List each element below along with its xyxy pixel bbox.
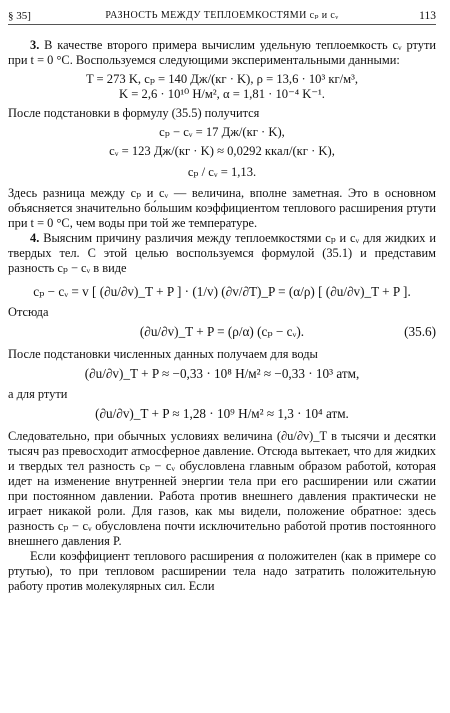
page-number: 113 [419, 10, 436, 22]
result-ratio: cₚ / cᵥ = 1,13. [187, 165, 257, 179]
result-cp-minus-cv: cₚ − cᵥ = 17 Дж/(кг · K), [159, 125, 285, 139]
example-4-number: 4. [30, 231, 40, 245]
hence-text: Отсюда [8, 305, 49, 319]
example-4-text: Выясним причину различия между теплоемкостями cₚ и cᵥ для жидких и твердых тел. С этой целью воспользуемся формулой (35.1) и представим разность cₚ − cᵥ в виде [8, 231, 436, 275]
example-4-paragraph [8, 231, 436, 276]
example-3-paragraph [8, 38, 436, 68]
mercury-intro: а для ртути [8, 387, 68, 401]
expansion-paragraph: Если коэффициент теплового расширения α положителен (как в примере со ртутью), то при тепловом расширении тела надо затратить положительную работу против молекулярных сил. Если [8, 549, 436, 593]
formula-cp-minus-cv: cₚ − cᵥ = v [ (∂u/∂v)_T + P ] · (1/v) (∂v/∂T)_P = (α/ρ) [ (∂u/∂v)_T + P ]. [33, 284, 411, 299]
example-3-number: 3. [30, 38, 40, 52]
mercury-formula: (∂u/∂v)_T + P ≈ 1,28 · 10⁹ Н/м² ≈ 1,3 · 10⁴ атм. [95, 406, 349, 421]
result-cv: cᵥ = 123 Дж/(кг · K) ≈ 0,0292 ккал/(кг · K), [109, 144, 335, 158]
equation-number: (35.6) [404, 324, 436, 339]
data-line-1: T = 273 K, cₚ = 140 Дж/(кг · K), ρ = 13,6 · 10³ кг/м³, [85, 72, 359, 86]
water-intro: После подстановки численных данных получаем для воды [8, 347, 318, 361]
example-3-text: В качестве второго примера вычислим удельную теплоемкость cᵥ ртути при t = 0 °C. Воспользуемся следующими экспериментальными данными: [8, 38, 436, 67]
formula-35-6-line [8, 324, 436, 339]
water-formula: (∂u/∂v)_T + P ≈ −0,33 · 10⁸ Н/м² ≈ −0,33 · 10³ атм, [84, 366, 360, 381]
running-header [8, 8, 436, 25]
header-section: § 35] [8, 10, 31, 22]
after-substitution-text: После подстановки в формулу (35.5) получится [8, 106, 260, 120]
conclusion-paragraph: Следовательно, при обычных условиях величина (∂u/∂v)_T в тысячи и десятки тысяч раз превосходит атмосферное давление. Отсюда вытекает, что для жидких и твердых тел разность cₚ − cᵥ обусловлена главным образом работой, которая идет на изменение внутренней энергии тела при его расширении или сжатии при постоянном давлении. Работа против внешнего давления практически не играет никакой роли. Для газов, как мы видели, положение обратное: здесь разность cₚ − cᵥ обусловлена почти исключительно работой против постоянного внешнего давления P. [8, 429, 436, 548]
example-3-conclusion: Здесь разница между cₚ и cᵥ — величина, вполне заметная. Это в основном объясняется значительно бо́льшим коэффициентом теплового расширения ртути при t = 0 °C, чем воды при той же температуре. [8, 186, 436, 230]
header-title: РАЗНОСТЬ МЕЖДУ ТЕПЛОЕМКОСТЯМИ cₚ и cᵥ [105, 10, 339, 21]
page-body [8, 38, 436, 594]
data-line-2: K = 2,6 · 10¹⁰ Н/м², α = 1,81 · 10⁻⁴ K⁻¹. [119, 87, 325, 101]
formula-35-6: (∂u/∂v)_T + P = (ρ/α) (cₚ − cᵥ). [139, 324, 305, 339]
